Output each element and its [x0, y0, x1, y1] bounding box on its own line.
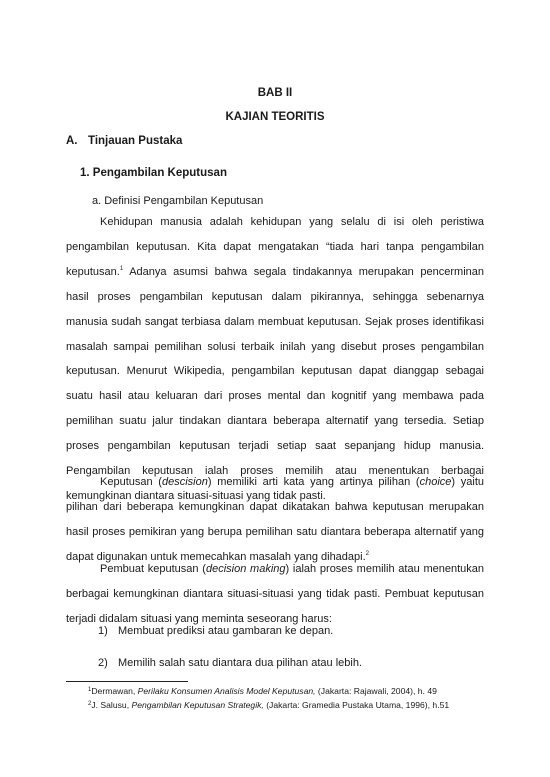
- footnote-2-text-a: J. Salusu,: [91, 700, 132, 710]
- footnote-1: [88, 686, 437, 696]
- paragraph-2-italic-2: choice: [419, 476, 452, 488]
- footnote-ref-2: 2: [365, 550, 369, 557]
- paragraph-3-text-b: ) ialah proses memilih atau menentukan berbagai kemungkinan diantara situasi-situasi yang tidak pasti. Pembuat keputusan terjadi didalam situasi yang meminta seseorang harus:: [66, 563, 484, 625]
- subsection-heading: 1. Pengambilan Keputusan: [80, 167, 227, 179]
- section-title: Tinjauan Pustaka: [88, 135, 183, 147]
- paragraph-2-text-a: Keputusan (: [100, 476, 162, 488]
- footnote-1-title: Perilaku Konsumen Analisis Model Keputusan,: [137, 686, 316, 696]
- footnote-1-text-b: (Jakarta: Rajawali, 2004), h. 49: [315, 686, 437, 696]
- subsubsection-heading: a. Definisi Pengambilan Keputusan: [92, 195, 264, 207]
- paragraph-3-italic-1: decision making: [205, 563, 286, 575]
- section-label: A.: [66, 135, 78, 147]
- footnote-1-text-a: Dermawan,: [91, 686, 138, 696]
- paragraph-3: [66, 557, 484, 632]
- list-item-number: 1): [98, 625, 108, 637]
- paragraph-3-text-a: Pembuat keputusan (: [100, 563, 206, 575]
- paragraph-2-text-c: ) yaitu pilihan dari beberapa kemungkinan dapat dikatakan bahwa keputusan merupakan hasil proses pemikiran yang berupa pemilihan satu diantara beberapa alternatif yang dapat digunakan untuk memecahkan masalah yang dihadapi.: [66, 476, 484, 563]
- footnote-2: [88, 700, 449, 710]
- list-item-number: 2): [98, 657, 108, 669]
- footnote-ref-1: 1: [119, 265, 124, 272]
- section-heading: [66, 135, 182, 147]
- footnote-1-number: 1: [88, 687, 92, 693]
- footnote-separator: [66, 681, 188, 682]
- paragraph-2-italic-1: descision: [161, 476, 208, 488]
- footnote-2-number: 2: [88, 701, 92, 707]
- footnote-2-text-b: (Jakarta: Gramedia Pustaka Utama, 1996), h.51: [263, 700, 450, 710]
- list-item: [98, 625, 333, 637]
- paragraph-1-text-a: Kehidupan manusia adalah kehidupan yang selalu di isi oleh peristiwa pengambilan keputusan. Kita dapat mengatakan “tiada hari tanpa pengambilan keputusan.: [66, 216, 484, 278]
- footnote-2-title: Pengambilan Keputusan Strategik,: [131, 700, 264, 710]
- list-item-text: Memilih salah satu diantara dua pilihan atau lebih.: [118, 657, 362, 669]
- list-item: [98, 657, 362, 669]
- list-item-text: Membuat prediksi atau gambaran ke depan.: [118, 625, 334, 637]
- chapter-number: BAB II: [257, 87, 293, 99]
- paragraph-2-text-b: ) memiliki arti kata yang artinya pilihan (: [207, 476, 420, 488]
- paragraph-1: [66, 210, 484, 509]
- paragraph-1-text-b: Adanya asumsi bahwa segala tindakannya merupakan pencerminan hasil proses pengambilan keputusan dalam pikirannya, sehingga sebenarnya manusia sudah sangat terbiasa dalam membuat keputusan. Sejak proses identifikasi masalah sampai pemilihan solusi terbaik inilah yang disebut proses pengambilan keputusan. Menurut Wikipedia, pengambilan keputusan dapat dianggap sebagai suatu hasil atau keluaran dari proses mental dan kognitif yang membawa pada pemilihan suatu jalur tindakan diantara beberapa alternatif yang tersedia. Setiap proses pengambilan keputusan terjadi setiap saat sepanjang hidup manusia. Pengambilan keputusan ialah proses memilih atau menentukan berbagai kemungkinan diantara situasi-situasi yang tidak pasti.: [66, 265, 484, 502]
- paragraph-2: [66, 470, 484, 570]
- chapter-title: KAJIAN TEORITIS: [225, 111, 325, 123]
